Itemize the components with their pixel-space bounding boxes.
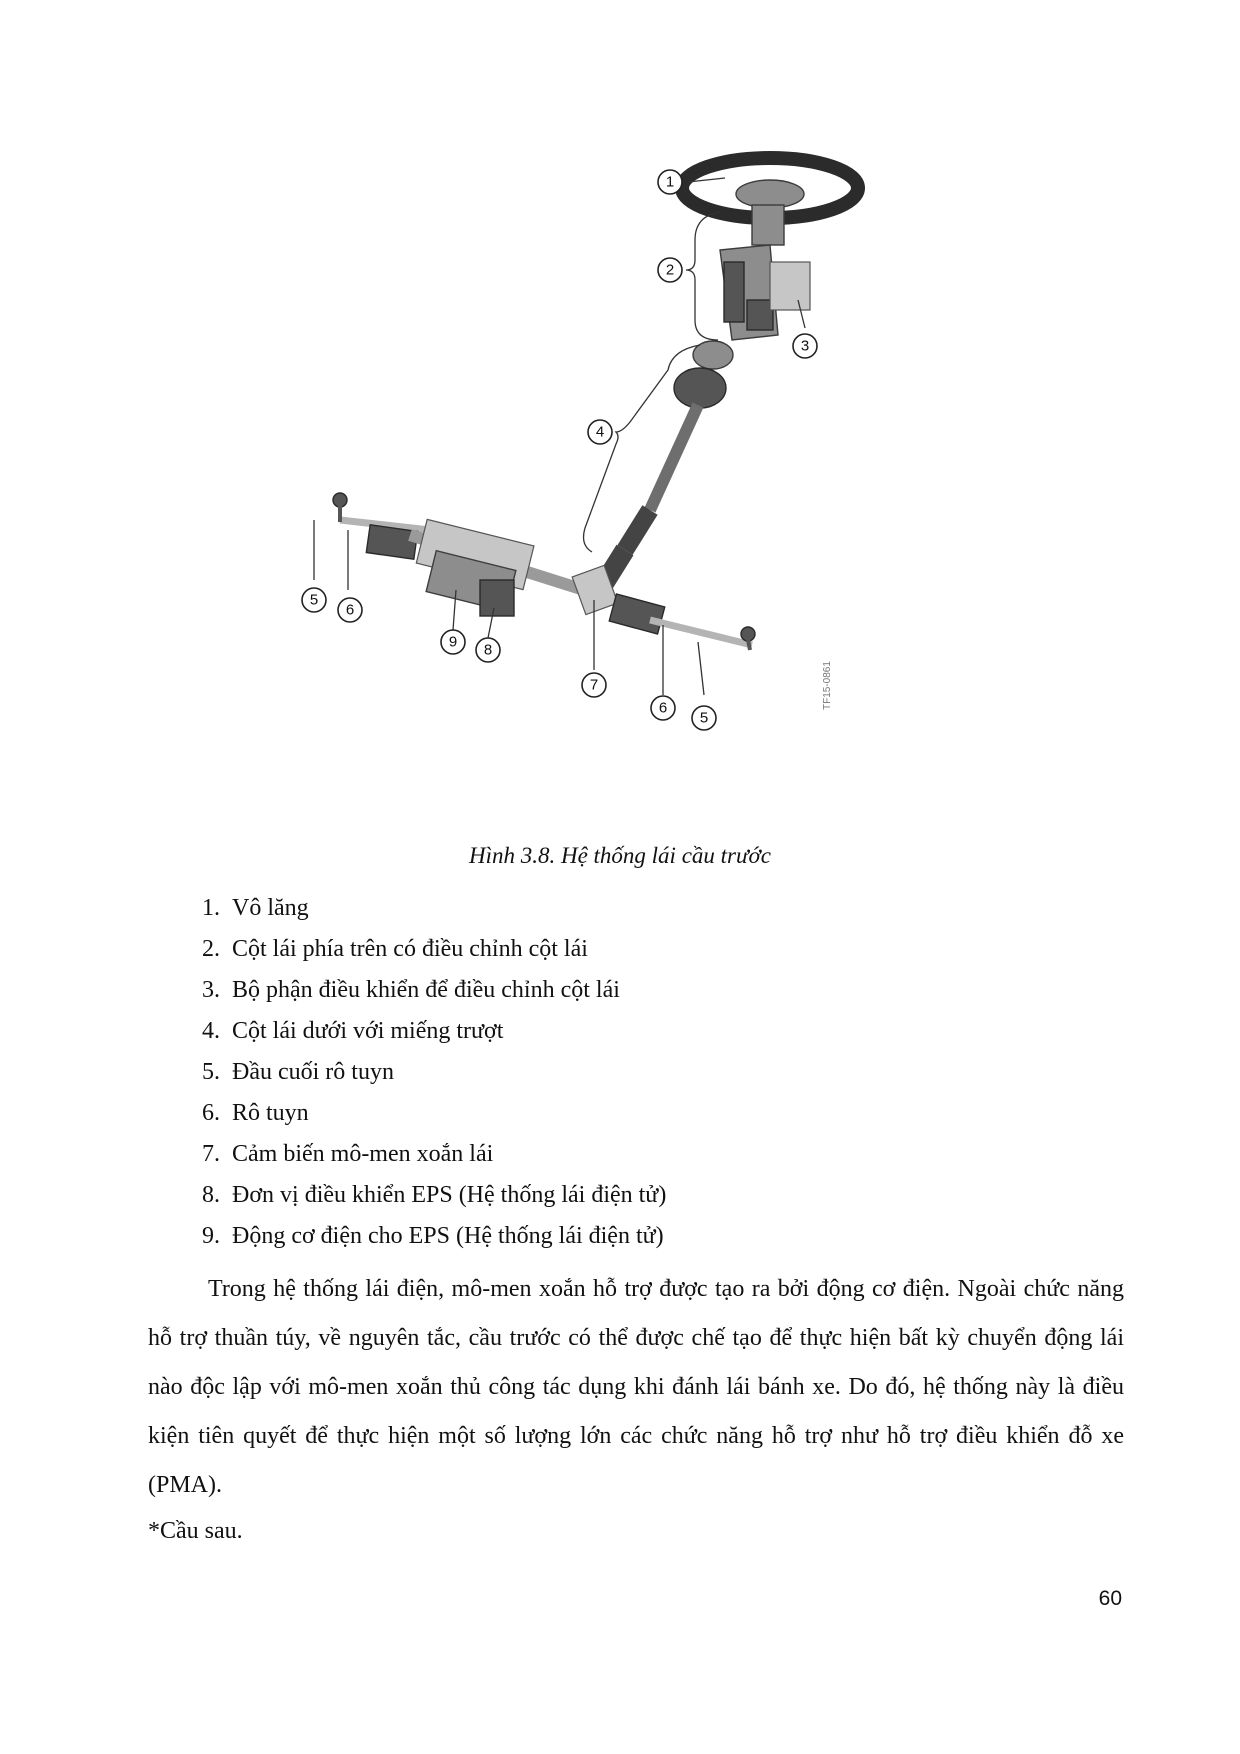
legend-item: 6. Rô tuyn (202, 1100, 309, 1126)
svg-text:5: 5 (309, 591, 319, 609)
legend-item: 5. Đầu cuối rô tuyn (202, 1059, 394, 1085)
legend-item: 8. Đơn vị điều khiển EPS (Hệ thống lái điện tử) (202, 1182, 667, 1208)
legend-item: 3. Bộ phận điều khiển để điều chỉnh cột lái (202, 977, 620, 1003)
steering-wheel-illustration (682, 158, 858, 245)
svg-text:1: 1 (665, 173, 675, 191)
svg-text:9: 9 (448, 633, 458, 651)
callout-9 (441, 630, 465, 654)
legend-item: 1. Vô lăng (202, 895, 309, 921)
note-text: *Cầu sau. (148, 1518, 243, 1544)
legend-item: 9. Động cơ điện cho EPS (Hệ thống lái điện tử) (202, 1223, 664, 1249)
steering-system-figure (300, 150, 960, 830)
callout-6-left (338, 598, 362, 622)
steering-system-illustration (300, 150, 960, 830)
page-number: 60 (1098, 1587, 1122, 1610)
callout-3 (793, 334, 817, 358)
svg-text:6: 6 (345, 601, 355, 619)
svg-text:2: 2 (665, 261, 675, 279)
svg-text:8: 8 (483, 641, 493, 659)
callout-1 (658, 170, 682, 194)
figure-legend (186, 888, 666, 1257)
callout-5-left (302, 588, 326, 612)
callout-8 (476, 638, 500, 662)
callout-5-right (692, 706, 716, 730)
svg-text:7: 7 (589, 676, 599, 694)
upper-column-illustration (720, 245, 778, 340)
body-paragraph: Trong hệ thống lái điện, mô-men xoắn hỗ trợ được tạo ra bởi động cơ điện. Ngoài chức năng hỗ trợ thuần túy, về nguyên tắc, cầu trước có thể được chế tạo để thực hiện bất kỳ chuyển động lái nào độc lập với mô-men xoắn thủ công tác dụng khi đánh lái bánh xe. Do đó, hệ thống này là điều kiện tiên quyết để thực hiện một số lượng lớn các chức năng hỗ trợ như hỗ trợ điều khiển đỗ xe (PMA). (148, 1276, 1124, 1498)
column-control-unit-illustration (770, 262, 810, 310)
callout-4 (588, 420, 612, 444)
callout-2 (658, 258, 682, 282)
svg-text:5: 5 (699, 709, 709, 727)
svg-text:4: 4 (595, 423, 605, 441)
svg-text:6: 6 (658, 699, 668, 717)
callout-7 (582, 673, 606, 697)
steering-rack-illustration (333, 493, 755, 650)
legend-item: 4. Cột lái dưới với miếng trượt (202, 1018, 504, 1044)
figure-caption: Hình 3.8. Hệ thống lái cầu trước (468, 843, 772, 868)
callout-6-right (651, 696, 675, 720)
figure-stamp: TF15-0861 (822, 661, 833, 710)
legend-item: 2. Cột lái phía trên có điều chỉnh cột lái (202, 936, 588, 962)
legend-item: 7. Cảm biến mô-men xoắn lái (202, 1141, 494, 1167)
svg-text:3: 3 (800, 337, 810, 355)
lower-column-illustration (600, 341, 733, 590)
